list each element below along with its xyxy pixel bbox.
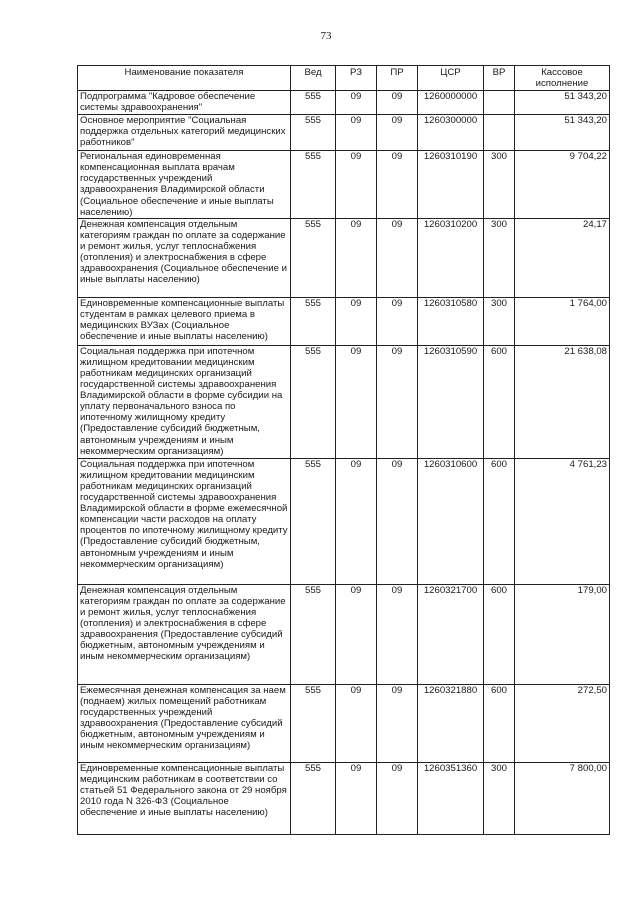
amount-cell: 24,17 (515, 218, 610, 297)
csr-cell: 1260300000 (418, 115, 484, 151)
rz-cell: 09 (336, 218, 377, 297)
csr-cell: 1260310600 (418, 458, 484, 584)
vr-cell: 600 (484, 684, 515, 762)
vr-cell: 600 (484, 345, 515, 458)
vr-cell (484, 91, 515, 115)
pr-cell: 09 (377, 584, 418, 684)
budget-table (77, 65, 610, 835)
ved-cell: 555 (291, 115, 336, 151)
indicator-name: Денежная компенсация отдельным категориям граждан по оплате за содержание и ремонт жилья, услуг теплоснабжения (отопления) и электроснабжения в сфере здравоохранения (Социальное обеспечение и иные выплаты населению) (78, 218, 291, 297)
column-header: РЗ (336, 66, 377, 91)
amount-cell: 272,50 (515, 684, 610, 762)
ved-cell: 555 (291, 345, 336, 458)
amount-cell: 9 704,22 (515, 151, 610, 219)
table-row (78, 762, 610, 834)
pr-cell: 09 (377, 684, 418, 762)
amount-cell: 1 764,00 (515, 297, 610, 345)
table-row (78, 297, 610, 345)
column-header: Вед (291, 66, 336, 91)
ved-cell: 555 (291, 762, 336, 834)
csr-cell: 1260321880 (418, 684, 484, 762)
ved-cell: 555 (291, 584, 336, 684)
column-header: Кассовое исполнение (515, 66, 610, 91)
amount-cell: 51 343,20 (515, 115, 610, 151)
indicator-name: Денежная компенсация отдельным категориям граждан по оплате за содержание и ремонт жилья, услуг теплоснабжения (отопления) и электроснабжения в сфере здравоохранения (Предоставление субсидий бюджетным, автономным учреждениям и иным некоммерческим организациям) (78, 584, 291, 684)
pr-cell: 09 (377, 91, 418, 115)
rz-cell: 09 (336, 345, 377, 458)
ved-cell: 555 (291, 297, 336, 345)
pr-cell: 09 (377, 297, 418, 345)
vr-cell (484, 115, 515, 151)
pr-cell: 09 (377, 115, 418, 151)
rz-cell: 09 (336, 684, 377, 762)
pr-cell: 09 (377, 151, 418, 219)
table-row (78, 345, 610, 458)
amount-cell: 21 638,08 (515, 345, 610, 458)
csr-cell: 1260310580 (418, 297, 484, 345)
table-row (78, 151, 610, 219)
amount-cell: 51 343,20 (515, 91, 610, 115)
rz-cell: 09 (336, 297, 377, 345)
pr-cell: 09 (377, 762, 418, 834)
table-row (78, 584, 610, 684)
indicator-name: Социальная поддержка при ипотечном жилищном кредитовании медицинским работникам медицинских организаций государственной системы здравоохранения Владимирской области в форме ежемесячной компенсации части расходов на оплату процентов по ипотечному жилищному кредиту (Предоставление субсидий бюджетным, автономным учреждениям и иным некоммерческим организациям) (78, 458, 291, 584)
column-header: ПР (377, 66, 418, 91)
indicator-name: Ежемесячная денежная компенсация за наем (поднаем) жилых помещений работникам государственных учреждений здравоохранения (Предоставление субсидий бюджетным, автономным учреждениям и иным некоммерческим организациям) (78, 684, 291, 762)
vr-cell: 600 (484, 458, 515, 584)
ved-cell: 555 (291, 458, 336, 584)
ved-cell: 555 (291, 91, 336, 115)
ved-cell: 555 (291, 684, 336, 762)
amount-cell: 179,00 (515, 584, 610, 684)
vr-cell: 300 (484, 218, 515, 297)
csr-cell: 1260310190 (418, 151, 484, 219)
indicator-name: Подпрограмма "Кадровое обеспечение системы здравоохранения" (78, 91, 291, 115)
ved-cell: 555 (291, 151, 336, 219)
indicator-name: Единовременные компенсационные выплаты студентам в рамках целевого приема в медицинских ВУЗах (Социальное обеспечение и иные выплаты населению) (78, 297, 291, 345)
indicator-name: Основное мероприятие "Социальная поддержка отдельных категорий медицинских работников" (78, 115, 291, 151)
rz-cell: 09 (336, 151, 377, 219)
pr-cell: 09 (377, 218, 418, 297)
vr-cell: 300 (484, 762, 515, 834)
pr-cell: 09 (377, 458, 418, 584)
amount-cell: 7 800,00 (515, 762, 610, 834)
indicator-name: Региональная единовременная компенсационная выплата врачам государственных учреждений здравоохранения Владимирской области (Социальное обеспечение и иные выплаты населению) (78, 151, 291, 219)
rz-cell: 09 (336, 91, 377, 115)
indicator-name: Единовременные компенсационные выплаты медицинским работникам в соответствии со статьей 51 Федерального закона от 29 ноября 2010 года N 326-ФЗ (Социальное обеспечение и иные выплаты населению) (78, 762, 291, 834)
pr-cell: 09 (377, 345, 418, 458)
ved-cell: 555 (291, 218, 336, 297)
rz-cell: 09 (336, 584, 377, 684)
table-row (78, 115, 610, 151)
table-row (78, 684, 610, 762)
page-number: 73 (320, 30, 332, 42)
table-row (78, 458, 610, 584)
rz-cell: 09 (336, 458, 377, 584)
column-header: Наименование показателя (78, 66, 291, 91)
table-header-row (78, 66, 610, 91)
rz-cell: 09 (336, 115, 377, 151)
rz-cell: 09 (336, 762, 377, 834)
csr-cell: 1260310590 (418, 345, 484, 458)
vr-cell: 600 (484, 584, 515, 684)
vr-cell: 300 (484, 297, 515, 345)
indicator-name: Социальная поддержка при ипотечном жилищном кредитовании медицинским работникам медицинских организаций государственной системы здравоохранения Владимирской области в форме субсидии на уплату первоначального взноса по ипотечному жилищному кредиту (Предоставление субсидий бюджетным, автономным учреждениям и иным некоммерческим организациям) (78, 345, 291, 458)
csr-cell: 1260351360 (418, 762, 484, 834)
column-header: ВР (484, 66, 515, 91)
table-row (78, 91, 610, 115)
table-row (78, 218, 610, 297)
amount-cell: 4 761,23 (515, 458, 610, 584)
csr-cell: 1260000000 (418, 91, 484, 115)
vr-cell: 300 (484, 151, 515, 219)
csr-cell: 1260321700 (418, 584, 484, 684)
csr-cell: 1260310200 (418, 218, 484, 297)
column-header: ЦСР (418, 66, 484, 91)
